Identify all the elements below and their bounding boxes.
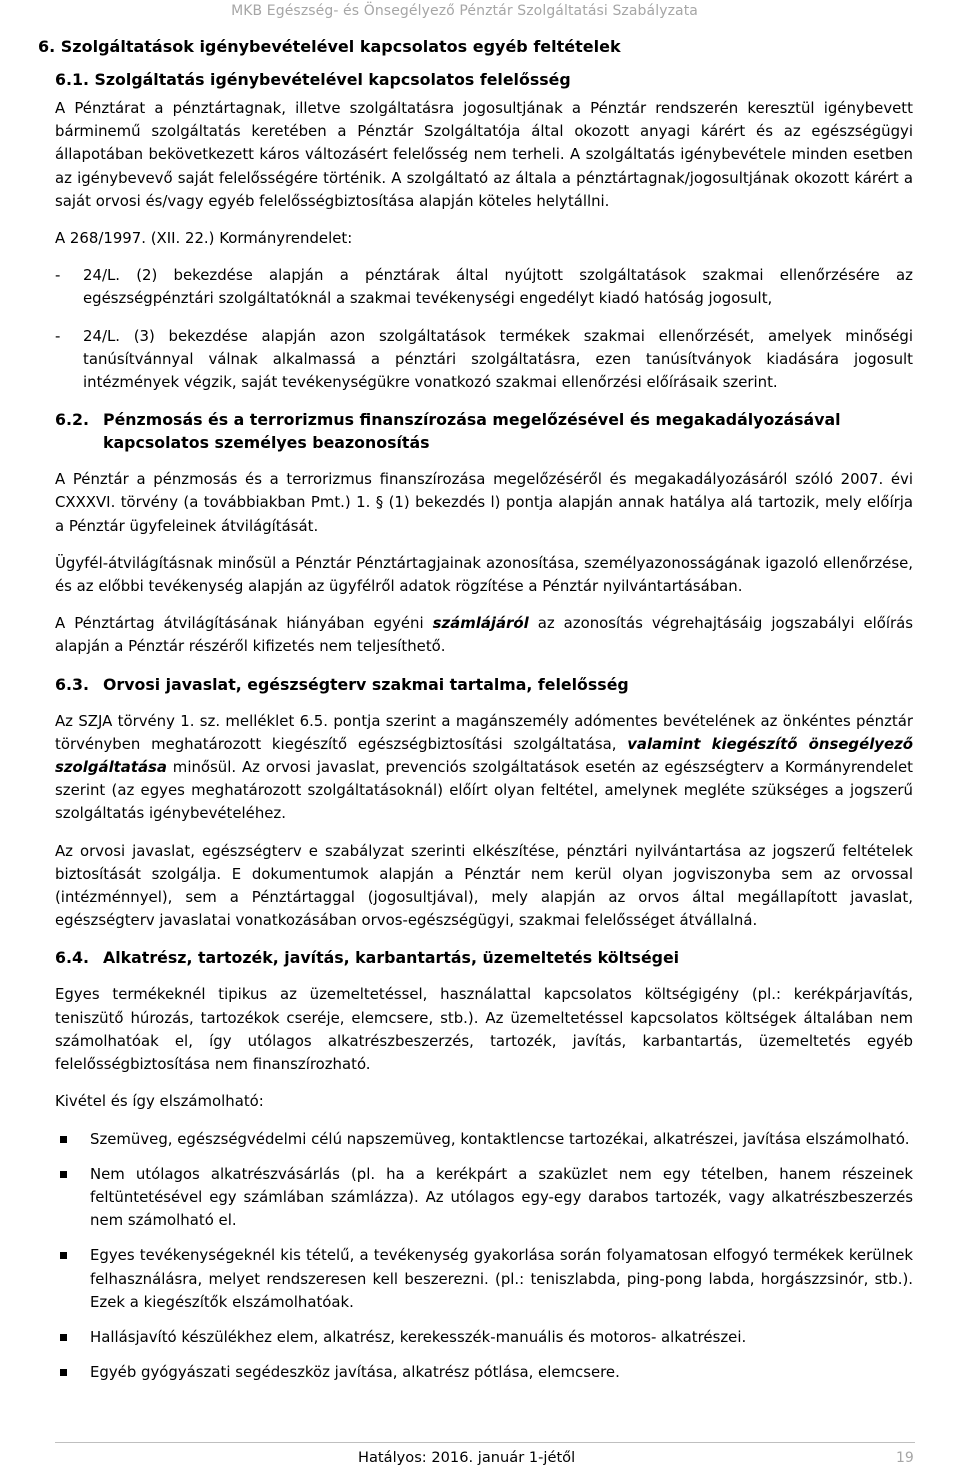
list-item <box>55 1326 913 1349</box>
exception-list <box>55 1128 913 1385</box>
list-item-text: Nem utólagos alkatrészvásárlás (pl. ha a kerékpárt a szaküzlet nem egy tételben, hanem részeinek feltüntetésével egy számlában számlázza). Az utólagos egy-egy darabos tartozék, vagy alkatrészbeszerzés nem számolható el. <box>90 1164 913 1230</box>
p3-emphasis: számlájáról <box>432 614 529 633</box>
list-item <box>55 1163 913 1233</box>
s63-p1-emphasis: valamint kiegészítő önsegélyező szolgáltatása <box>55 734 913 777</box>
section-6-2-paragraph-1: A Pénztár a pénzmosás és a terrorizmus finanszírozása megelőzéséről és megakadályozásáról szóló 2007. évi CXXXVI. törvény (a továbbiakban Pmt.) 1. § (1) bekezdés l) pontja alapján annak hatálya alá tartozik, mely előírja a Pénztár ügyfeleinek átvilágítását. <box>55 470 913 535</box>
square-bullet-icon <box>60 1136 67 1143</box>
section-6-1-paragraph-1: A Pénztárat a pénztártagnak, illetve szolgáltatásra jogosultjának a Pénztár rendszerén keresztül igénybevett bárminemű szolgáltatás keretében a Pénztár Szolgáltatója által okozott anyagi kárért és az egészségügyi állapotában bekövetkezett káros változásért felelősség nem terheli. A szolgáltatás igénybevétele minden esetben az igénybevevő saját felelősségére történik. A szolgáltató az általa a pénztártagnak/jogosultjának okozott kárért a saját orvosi és/vagy egyéb felelősségbiztosítása alapján köteles helytállni. <box>55 99 913 210</box>
section-6-3-number: 6.3. <box>55 674 89 694</box>
section-6-4-paragraph-2: Kivétel és így elszámolható: <box>55 1092 264 1111</box>
section-6-3-heading-text: Orvosi javaslat, egészségterv szakmai tartalma, felelősség <box>103 674 629 694</box>
footer-effective-date: Hatályos: 2016. január 1-jétől <box>358 1449 576 1466</box>
dash-marker: - <box>55 326 61 345</box>
p3-text-b: az azonosítás végrehajtásáig jogszabályi előírás alapján a Pénztár részéről kifizetés nem teljesíthető. <box>55 614 914 656</box>
section-6-4-paragraph-1: Egyes termékeknél tipikus az üzemeltetéssel, használattal kapcsolatos költségigény (pl.: kerékpárjavítás, teniszütő húrozás, tartozékok cseréje, elemcsere, stb.). Az üzemeltetéssel kapcsolatos költségek általában nem számolhatóak el, így utólagos alkatrészbeszerzés, tartozék, javítás, karbantartás, üzemeltetés egyéb felelősségbiztosítása nem finanszírozható. <box>55 985 913 1074</box>
section-6-1-title <box>55 68 913 91</box>
section-6-3-title <box>55 673 913 696</box>
section-6-3-paragraph-2: Az orvosi javaslat, egészségterv e szabályzat szerinti elkészítése, pénztári nyilvántartása az jogszerű feltételek biztosítását szolgálja. E dokumentumok alapján a Pénztár nem kerül olyan jogviszonyba sem az orvossal (intézménnyel), sem a Pénztártaggal (jogosultjával), mely alapján az orvos által megállapított javaslat, egészségterv javaslatai vonatkozásában orvos-egészségügyi, szakmai felelősséget átvállalná. <box>55 841 913 930</box>
section-6-2-number: 6.2. <box>55 410 89 430</box>
section-6-2-heading-text: Pénzmosás és a terrorizmus finanszírozása megelőzésével és megakadályozásával kapcsolatos személyes beazonosítás <box>103 410 841 453</box>
square-bullet-icon <box>60 1369 67 1376</box>
section-6-2-paragraph-2: Ügyfél-átvilágításnak minősül a Pénztár Pénztártagjainak azonosítása, személyazonosságának igazoló ellenőrzése, és az előbbi tevékenység alapján az ügyfélről adatok rögzítése a Pénztár nyilvántartásában. <box>55 553 913 596</box>
list-item-text: Szemüveg, egészségvédelmi célú napszemüveg, kontaktlencse tartozékai, alkatrészei, javítása elszámolható. <box>90 1129 910 1148</box>
p3-text-a: A Pénztártag átvilágításának hiányában egyéni <box>55 614 433 633</box>
square-bullet-icon <box>60 1334 67 1341</box>
list-item-text: Egyes tevékenységeknél kis tételű, a tevékenység gyakorlása során folyamatosan elfogyó termékek kerülnek felhasználásra, melyet rendszeresen kell beszerezni. (pl.: teniszlabda, ping-pong labda, horgászzsinór, stb.). Ezek a kiegészítők elszámolhatóak. <box>90 1246 913 1311</box>
regulation-item-2-text: 24/L. (3) bekezdése alapján azon szolgáltatások termékek szakmai ellenőrzését, amelyek minőségi tanúsítvánnyal válnak alkalmassá a pénztári szolgáltatásra, ezen tanúsítványok kiadására jogosult intézmények végzik, saját tevékenységükre vonatkozó szakmai ellenőrzési előírásaik szerint. <box>83 326 913 392</box>
regulation-item-1-text: 24/L. (2) bekezdése alapján a pénztárak által nyújtott szolgáltatások szakmai ellenőrzésére az egészségpénztári szolgáltatóknál a szakmai tevékenységi engedélyt kiadó hatóság jogosult, <box>83 266 913 308</box>
section-6-4-number: 6.4. <box>55 948 89 968</box>
list-item <box>55 1361 913 1384</box>
section-6-2-paragraph-3 <box>55 612 913 658</box>
section-6-1-paragraph-2: A 268/1997. (XII. 22.) Kormányrendelet: <box>55 229 353 248</box>
list-item-text: Hallásjavító készülékhez elem, alkatrész, kerekesszék-manuális és motoros- alkatrészei. <box>90 1327 747 1346</box>
dash-marker: - <box>55 266 61 285</box>
document-body <box>38 34 914 1396</box>
s63-p1-text-b: minősül. Az orvosi javaslat, prevenciós szolgáltatások esetén az egészségterv a Kormányrendelet szerint (az egyes meghatározott szolgáltatásoknál) előírt olyan feltétel, amelynek megléte szükséges a jogszerű szolgáltatás igénybevételéhez. <box>55 758 913 823</box>
regulation-item-2 <box>55 325 913 395</box>
section-6-4-heading-text: Alkatrész, tartozék, javítás, karbantartás, üzemeltetés költségei <box>103 948 680 968</box>
s63-p1-text-a: Az SZJA törvény 1. sz. melléklet 6.5. pontja szerint a magánszemély adómentes bevételének az önkéntes pénztár törvényben meghatározott kiegészítő egészségbiztosítási szolgáltatása, <box>55 711 913 753</box>
section-6-2-title <box>55 408 913 454</box>
page-number: 19 <box>896 1450 914 1466</box>
list-item <box>55 1244 913 1314</box>
footer-divider <box>55 1442 915 1443</box>
section-6-4-title <box>55 946 913 969</box>
running-header: MKB Egészség- és Önsegélyező Pénztár Szolgáltatási Szabályzata <box>231 3 698 19</box>
list-item <box>55 1128 913 1151</box>
square-bullet-icon <box>60 1171 67 1178</box>
section-6-1-heading-text: 6.1. Szolgáltatás igénybevételével kapcsolatos felelősség <box>55 70 571 89</box>
regulation-item-1 <box>55 264 913 310</box>
section-6-3-paragraph-1 <box>55 710 913 826</box>
list-item-text: Egyéb gyógyászati segédeszköz javítása, alkatrész pótlása, elemcsere. <box>90 1363 620 1382</box>
section-6-title: 6. Szolgáltatások igénybevételével kapcsolatos egyéb feltételek <box>38 37 621 56</box>
square-bullet-icon <box>60 1252 67 1259</box>
